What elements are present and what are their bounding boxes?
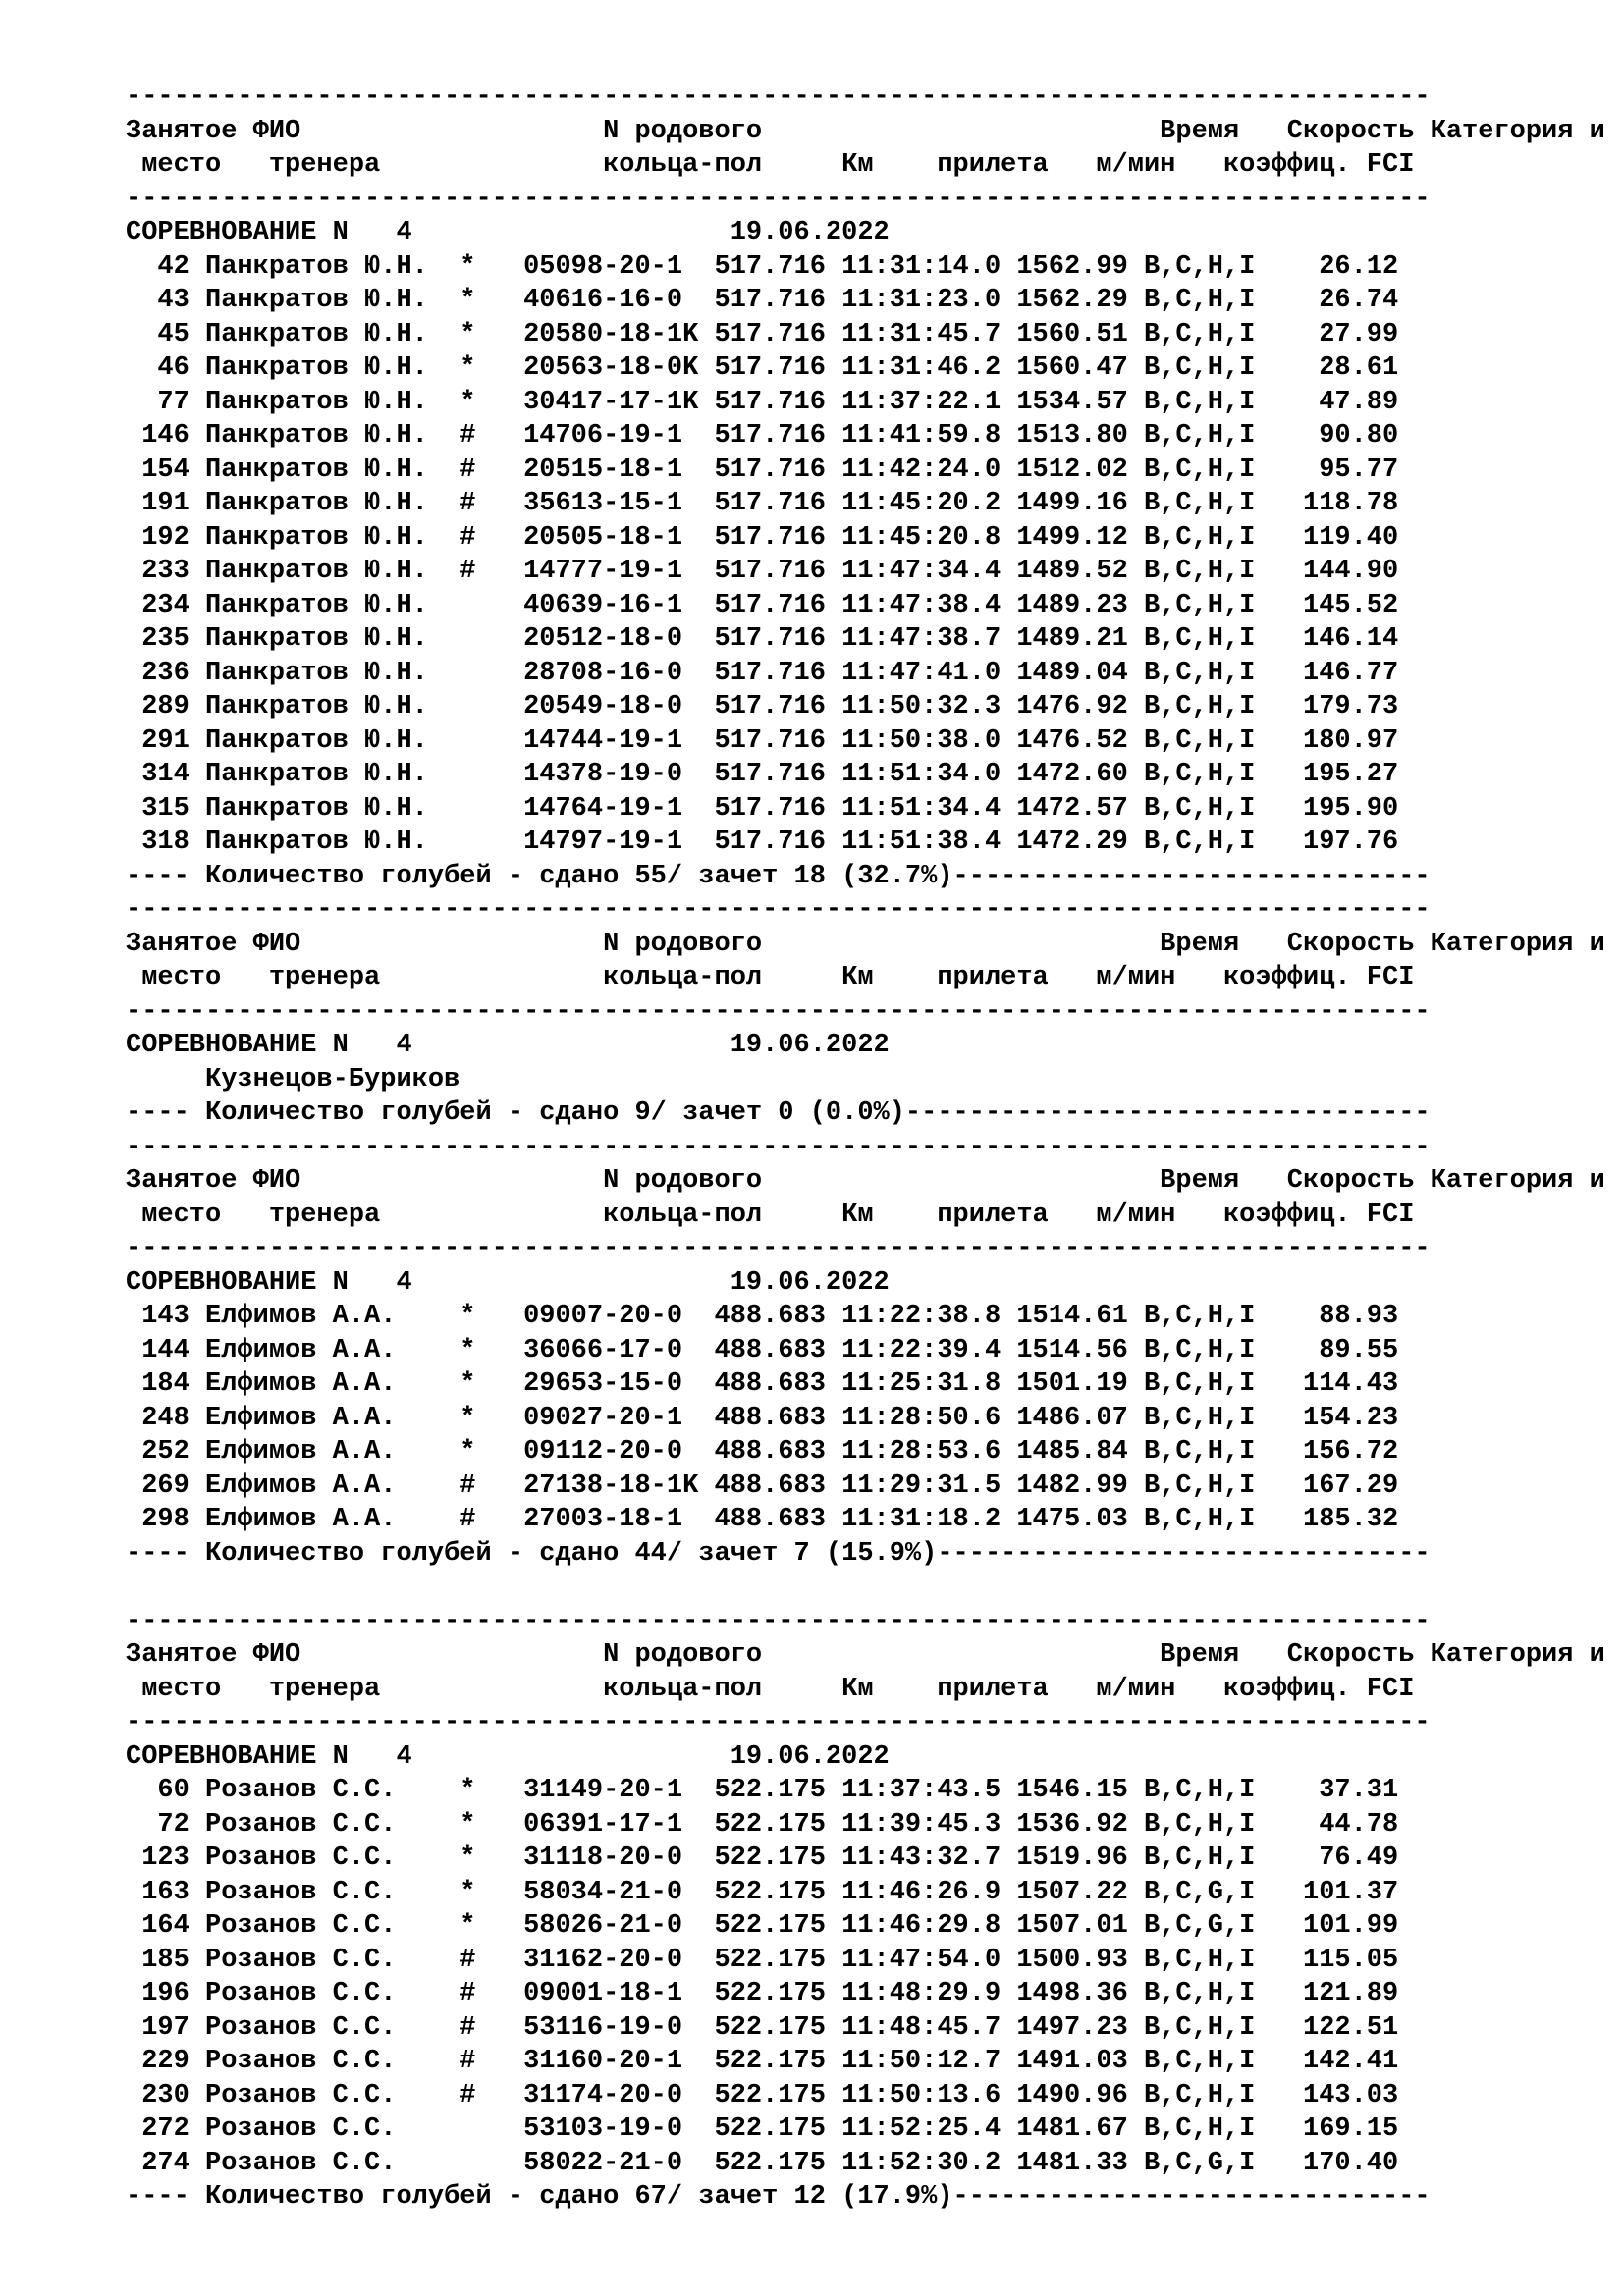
result-row: 143 Елфимов А.А. * 09007-20-0 488.683 11:22:38.8 1514.61 B,C,H,I 88.93 [126,1302,1399,1331]
result-row: 42 Панкратов Ю.Н. * 05098-20-1 517.716 11:31:14.0 1562.99 B,C,H,I 26.12 [126,251,1399,282]
rule-line: ---------------------------------------------------------------------------------- [126,184,1431,214]
table-header-row-2: место тренера кольца-пол Км прилета м/мин коэффиц. FCI [126,1674,1415,1704]
result-row: 235 Панкратов Ю.Н. 20512-18-0 517.716 11:47:38.7 1489.21 B,C,H,I 146.14 [126,624,1399,654]
rule-line: ---------------------------------------------------------------------------------- [126,895,1431,925]
result-row: 252 Елфимов А.А. * 09112-20-0 488.683 11:28:53.6 1485.84 B,C,H,I 156.72 [126,1437,1399,1467]
result-row: 318 Панкратов Ю.Н. 14797-19-1 517.716 11:51:38.4 1472.29 B,C,H,I 197.76 [126,828,1399,857]
table-header-row-1: Занятое ФИО N родового Время Скорость Категория и [126,1640,1605,1670]
result-row: 315 Панкратов Ю.Н. 14764-19-1 517.716 11:51:34.4 1472.57 B,C,H,I 195.90 [126,793,1399,824]
rule-line: ---------------------------------------------------------------------------------- [126,1234,1431,1263]
result-row: 77 Панкратов Ю.Н. * 30417-17-1K 517.716 11:37:22.1 1534.57 B,C,H,I 47.89 [126,387,1399,417]
rule-line: ---------------------------------------------------------------------------------- [126,996,1431,1027]
result-row: 236 Панкратов Ю.Н. 28708-16-0 517.716 11:47:41.0 1489.04 B,C,H,I 146.77 [126,658,1399,688]
rule-line: ---------------------------------------------------------------------------------- [126,1132,1431,1162]
result-row: 191 Панкратов Ю.Н. # 35613-15-1 517.716 11:45:20.2 1499.16 B,C,H,I 118.78 [126,489,1399,518]
result-row: 146 Панкратов Ю.Н. # 14706-19-1 517.716 11:41:59.8 1513.80 B,C,H,I 90.80 [126,421,1399,451]
rule-line: ---------------------------------------------------------------------------------- [126,1606,1431,1636]
result-row: 43 Панкратов Ю.Н. * 40616-16-0 517.716 11:31:23.0 1562.29 B,C,H,I 26.74 [126,286,1399,315]
result-row: 164 Розанов С.С. * 58026-21-0 522.175 11:46:29.8 1507.01 B,C,G,I 101.99 [126,1911,1399,1941]
result-row: 298 Елфимов А.А. # 27003-18-1 488.683 11:31:18.2 1475.03 B,C,H,I 185.32 [126,1505,1399,1534]
table-header-row-1: Занятое ФИО N родового Время Скорость Категория и [126,116,1605,146]
table-header-row-2: место тренера кольца-пол Км прилета м/мин коэффиц. FCI [126,1200,1415,1230]
competition-line: СОРЕВНОВАНИЕ N 4 19.06.2022 [126,1267,890,1298]
result-row: 196 Розанов С.С. # 09001-18-1 522.175 11:48:29.9 1498.36 B,C,H,I 121.89 [126,1979,1399,2008]
result-row: 291 Панкратов Ю.Н. 14744-19-1 517.716 11:50:38.0 1476.52 B,C,H,I 180.97 [126,725,1399,756]
result-row: 314 Панкратов Ю.Н. 14378-19-0 517.716 11:51:34.0 1472.60 B,C,H,I 195.27 [126,760,1399,789]
result-row: 154 Панкратов Ю.Н. # 20515-18-1 517.716 11:42:24.0 1512.02 B,C,H,I 95.77 [126,454,1399,485]
competition-line: СОРЕВНОВАНИЕ N 4 19.06.2022 [126,1741,890,1772]
rule-line: ---------------------------------------------------------------------------------- [126,1708,1431,1737]
result-row: 272 Розанов С.С. 53103-19-0 522.175 11:52:25.4 1481.67 B,C,H,I 169.15 [126,2114,1399,2144]
result-row: 123 Розанов С.С. * 31118-20-0 522.175 11:43:32.7 1519.96 B,C,H,I 76.49 [126,1843,1399,1873]
result-row: 197 Розанов С.С. # 53116-19-0 522.175 11:48:45.7 1497.23 B,C,H,I 122.51 [126,2012,1399,2043]
result-row: 274 Розанов С.С. 58022-21-0 522.175 11:52:30.2 1481.33 B,C,G,I 170.40 [126,2148,1399,2178]
section-spacer [126,1571,1598,1605]
summary-line: ---- Количество голубей - сдано 67/ зачет 12 (17.9%)------------------------------ [126,2182,1431,2212]
competition-line: СОРЕВНОВАНИЕ N 4 19.06.2022 [126,218,890,247]
result-row: 163 Розанов С.С. * 58034-21-0 522.175 11:46:26.9 1507.22 B,C,G,I 101.37 [126,1877,1399,1907]
results-document [126,80,1605,2215]
result-row: 45 Панкратов Ю.Н. * 20580-18-1K 517.716 11:31:45.7 1560.51 B,C,H,I 27.99 [126,319,1399,349]
result-row: 72 Розанов С.С. * 06391-17-1 522.175 11:39:45.3 1536.92 B,C,H,I 44.78 [126,1809,1399,1840]
result-row: 184 Елфимов А.А. * 29653-15-0 488.683 11:25:31.8 1501.19 B,C,H,I 114.43 [126,1369,1399,1399]
result-row: 248 Елфимов А.А. * 09027-20-1 488.683 11:28:50.6 1486.07 B,C,H,I 154.23 [126,1403,1399,1433]
table-header-row-2: место тренера кольца-пол Км прилета м/мин коэффиц. FCI [126,963,1415,992]
result-row: 233 Панкратов Ю.Н. # 14777-19-1 517.716 11:47:34.4 1489.52 B,C,H,I 144.90 [126,557,1399,586]
result-row: 60 Розанов С.С. * 31149-20-1 522.175 11:37:43.5 1546.15 B,C,H,I 37.31 [126,1776,1399,1805]
summary-line: ---- Количество голубей - сдано 44/ зачет 7 (15.9%)------------------------------- [126,1538,1431,1569]
summary-line: ---- Количество голубей - сдано 55/ зачет 18 (32.7%)------------------------------ [126,861,1431,891]
table-header-row-1: Занятое ФИО N родового Время Скорость Категория и [126,929,1605,959]
result-row: 46 Панкратов Ю.Н. * 20563-18-0K 517.716 11:31:46.2 1560.47 B,C,H,I 28.61 [126,353,1399,383]
table-header-row-2: место тренера кольца-пол Км прилета м/мин коэффиц. FCI [126,150,1415,180]
result-row: 229 Розанов С.С. # 31160-20-1 522.175 11:50:12.7 1491.03 B,C,H,I 142.41 [126,2047,1399,2076]
result-row: 185 Розанов С.С. # 31162-20-0 522.175 11:47:54.0 1500.93 B,C,H,I 115.05 [126,1945,1399,1975]
result-row: 230 Розанов С.С. # 31174-20-0 522.175 11:50:13.6 1490.96 B,C,H,I 143.03 [126,2080,1399,2110]
result-row: 234 Панкратов Ю.Н. 40639-16-1 517.716 11:47:38.4 1489.23 B,C,H,I 145.52 [126,590,1399,620]
summary-line: ---- Количество голубей - сдано 9/ зачет 0 (0.0%)--------------------------------- [126,1098,1431,1128]
competition-line: СОРЕВНОВАНИЕ N 4 19.06.2022 [126,1031,890,1060]
result-row: 144 Елфимов А.А. * 36066-17-0 488.683 11:22:39.4 1514.56 B,C,H,I 89.55 [126,1335,1399,1365]
rule-line: ---------------------------------------------------------------------------------- [126,82,1431,112]
participant-note: Кузнецов-Буриков [126,1064,460,1095]
result-row: 192 Панкратов Ю.Н. # 20505-18-1 517.716 11:45:20.8 1499.12 B,C,H,I 119.40 [126,522,1399,553]
result-row: 269 Елфимов А.А. # 27138-18-1K 488.683 11:29:31.5 1482.99 B,C,H,I 167.29 [126,1470,1399,1501]
result-row: 289 Панкратов Ю.Н. 20549-18-0 517.716 11:50:32.3 1476.92 B,C,H,I 179.73 [126,692,1399,721]
table-header-row-1: Занятое ФИО N родового Время Скорость Категория и [126,1166,1605,1196]
